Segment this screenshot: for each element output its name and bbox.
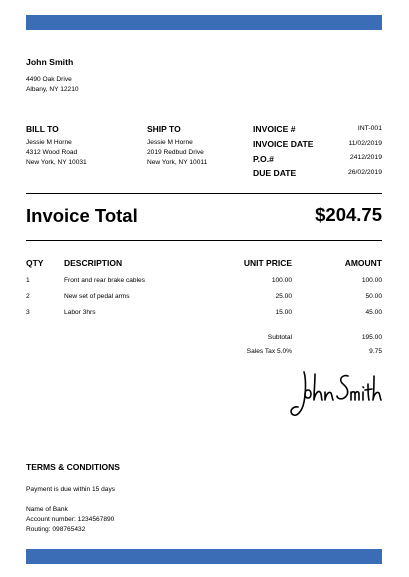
divider-top xyxy=(26,193,382,194)
bill-to-heading: BILL TO xyxy=(26,124,59,134)
col-header-unit-price: UNIT PRICE xyxy=(243,258,292,268)
ship-to-address-line2: New York, NY 10011 xyxy=(147,159,208,166)
po-value: 2412/2019 xyxy=(349,154,382,161)
routing-number: Routing: 098765432 xyxy=(26,526,86,533)
bill-to-address-line1: 4312 Wood Road xyxy=(26,149,78,156)
subtotal-value: 195.00 xyxy=(361,334,382,341)
sales-tax-label: Sales Tax 5.0% xyxy=(246,348,292,355)
invoice-date-value: 11/02/2019 xyxy=(348,140,382,147)
bottom-accent-bar xyxy=(26,549,382,564)
col-header-amount: AMOUNT xyxy=(344,258,382,268)
subtotal-label: Subtotal xyxy=(267,334,292,341)
ship-to-heading: SHIP TO xyxy=(147,124,181,134)
row-qty: 3 xyxy=(26,309,30,316)
account-number: Account number: 1234567890 xyxy=(26,516,115,523)
sales-tax-value: 9.75 xyxy=(369,348,382,355)
due-date-label: DUE DATE xyxy=(253,168,297,178)
bill-to-address-line2: New York, NY 10031 xyxy=(26,159,87,166)
ship-to-name: Jessie M Horne xyxy=(147,139,193,146)
bill-to-name: Jessie M Horne xyxy=(26,139,72,146)
ship-to-address-line1: 2019 Redbud Drive xyxy=(147,149,204,156)
row-unit-price: 100.00 xyxy=(271,277,292,284)
bank-name: Name of Bank xyxy=(26,506,68,513)
row-qty: 2 xyxy=(26,293,30,300)
row-description: Front and rear brake cables xyxy=(64,277,145,284)
terms-payment-line: Payment is due within 15 days xyxy=(26,486,116,493)
col-header-qty: QTY xyxy=(26,258,44,268)
due-date-value: 26/02/2019 xyxy=(347,169,382,176)
row-amount: 100.00 xyxy=(361,277,382,284)
handwritten-signature-icon xyxy=(288,366,384,427)
invoice-date-label: INVOICE DATE xyxy=(253,139,314,149)
row-amount: 45.00 xyxy=(365,309,382,316)
row-amount: 50.00 xyxy=(365,293,382,300)
invoice-total-label: Invoice Total xyxy=(26,205,138,226)
terms-heading: TERMS & CONDITIONS xyxy=(26,462,120,472)
po-label: P.O.# xyxy=(253,154,274,164)
row-description: New set of pedal arms xyxy=(64,293,130,300)
invoice-total-amount: $204.75 xyxy=(315,204,382,225)
top-accent-bar xyxy=(26,15,382,30)
invoice-number-value: INT-001 xyxy=(357,125,382,132)
invoice-number-label: INVOICE # xyxy=(253,124,296,134)
row-qty: 1 xyxy=(26,277,30,284)
row-unit-price: 25.00 xyxy=(275,293,292,300)
divider-bottom xyxy=(26,240,382,241)
col-header-description: DESCRIPTION xyxy=(64,258,123,268)
row-description: Labor 3hrs xyxy=(64,309,96,316)
sender-address-line1: 4490 Oak Drive xyxy=(26,76,72,83)
row-unit-price: 15.00 xyxy=(275,309,292,316)
sender-name: John Smith xyxy=(26,57,74,67)
sender-address-line2: Albany, NY 12210 xyxy=(26,86,79,93)
